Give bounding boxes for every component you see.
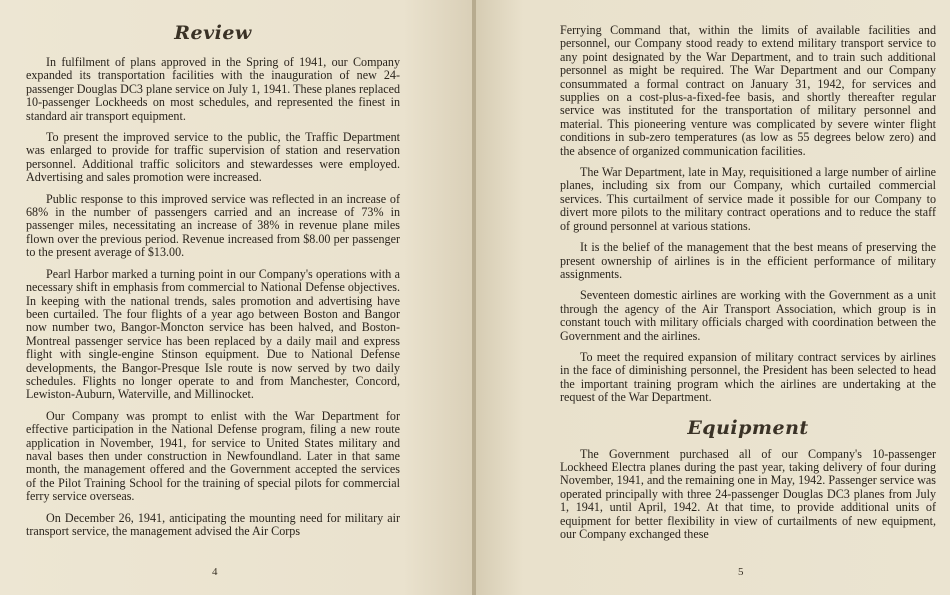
left-page: [0, 0, 474, 595]
paragraph: Our Company was prompt to enlist with the War Department for effective participation in the National Defense program, filing a new route application in November, 1941, for service to United States military and naval bases then under construction in Newfoundland. Later in that same month, the management offered and the Government accepted the services of the Pilot Training School for the training of special pilots for commercial ferry service overseas.: [26, 408, 400, 504]
review-heading: Review: [174, 22, 252, 44]
right-page: [476, 0, 950, 595]
paragraph: The War Department, late in May, requisitioned a large number of airline planes, including six from our Company, which curtailed commercial services. This curtailment of service made it possible for our Company to divert more pilots to the military contract operations and to reduce the staff of ground personnel at various stations.: [560, 165, 936, 233]
right-page-content: [560, 24, 936, 549]
left-page-content: [26, 22, 400, 546]
paragraph: The Government purchased all of our Company's 10-passenger Lockheed Electra planes during the past year, taking delivery of four during November, 1941, and the remaining one in May, 1942. Passenger service was operated principally with three 24-passenger Douglas DC3 planes from July 1, 1941, until April, 1942. At that time, to provide additional units of equipment for better flexibility in view of curtailments of new equipment, our Company exchanged these: [560, 446, 936, 541]
paragraph: To meet the required expansion of military contract services by airlines in the face of diminishing personnel, the President has been selected to head the important training program which the airlines are undertaking at the request of the War Department.: [560, 349, 936, 405]
paragraph: To present the improved service to the public, the Traffic Department was enlarged to provide for traffic supervision of station and reservation personnel. Additional traffic solicitors and stewardesses were employed. Advertising and sales promotion were increased.: [26, 130, 400, 185]
continuation-paragraph: Ferrying Command that, within the limits of available facilities and personnel, our Company stood ready to extend military transport service to any point designated by the War Department, and to train such additional personnel as might be required. The War Department and our Company consummated a formal contract on January 31, 1942, for services and supplies on a cost-plus-a-fixed-fee basis, and shortly thereafter regular service was instituted for the transportation of military personnel and material. This pioneering venture was complicated by severe winter flight conditions in sub-zero temperatures (as low as 55 degrees below zero) and the absence of organized communication facilities.: [560, 23, 936, 158]
page-number-right: 5: [738, 566, 744, 578]
paragraph: Pearl Harbor marked a turning point in our Company's operations with a necessary shift in emphasis from commercial to National Defense objectives. In keeping with the national trends, sales promotion and advertising have been curtailed. The four flights of a year ago between Boston and Bangor now number two, Bangor-Moncton service has been halved, and Boston-Montreal passenger service has been replaced by a daily mail and express flight with single-engine Stinson equipment. Due to National Defense developments, the Bangor-Presque Isle route is now served by two daily schedules. Flights no longer operate to and from Manchester, Concord, Lewiston-Auburn, Waterville, and Millinocket.: [26, 266, 400, 402]
paragraph: Seventeen domestic airlines are working with the Government as a unit through the agency of the Air Transport Association, which group is in constant touch with military officials charged with coordination between the Government and the airlines.: [560, 288, 936, 343]
equipment-heading: Equipment: [687, 416, 809, 439]
page-number-left: 4: [212, 566, 218, 578]
paragraph: In fulfilment of plans approved in the Spring of 1941, our Company expanded its transportation facilities with the inauguration of new 24-passenger Douglas DC3 plane service on July 1, 1941. These planes replaced 10-passenger Lockheeds on most schedules, and represented the finest in standard air transport equipment.: [26, 55, 400, 123]
paragraph: On December 26, 1941, anticipating the mounting need for military air transport service, the management advised the Air Corps: [26, 510, 400, 538]
paragraph: Public response to this improved service was reflected in an increase of 68% in the number of passengers carried and an increase of 73% in passenger miles, necessitating an increase of 38% in revenue plane miles flown over the previous period. Revenue increased from $8.00 per passenger to the present average of $13.00.: [26, 191, 400, 260]
paragraph: It is the belief of the management that the best means of preserving the present ownership of airlines is in the efficient performance of military assignments.: [560, 240, 936, 281]
